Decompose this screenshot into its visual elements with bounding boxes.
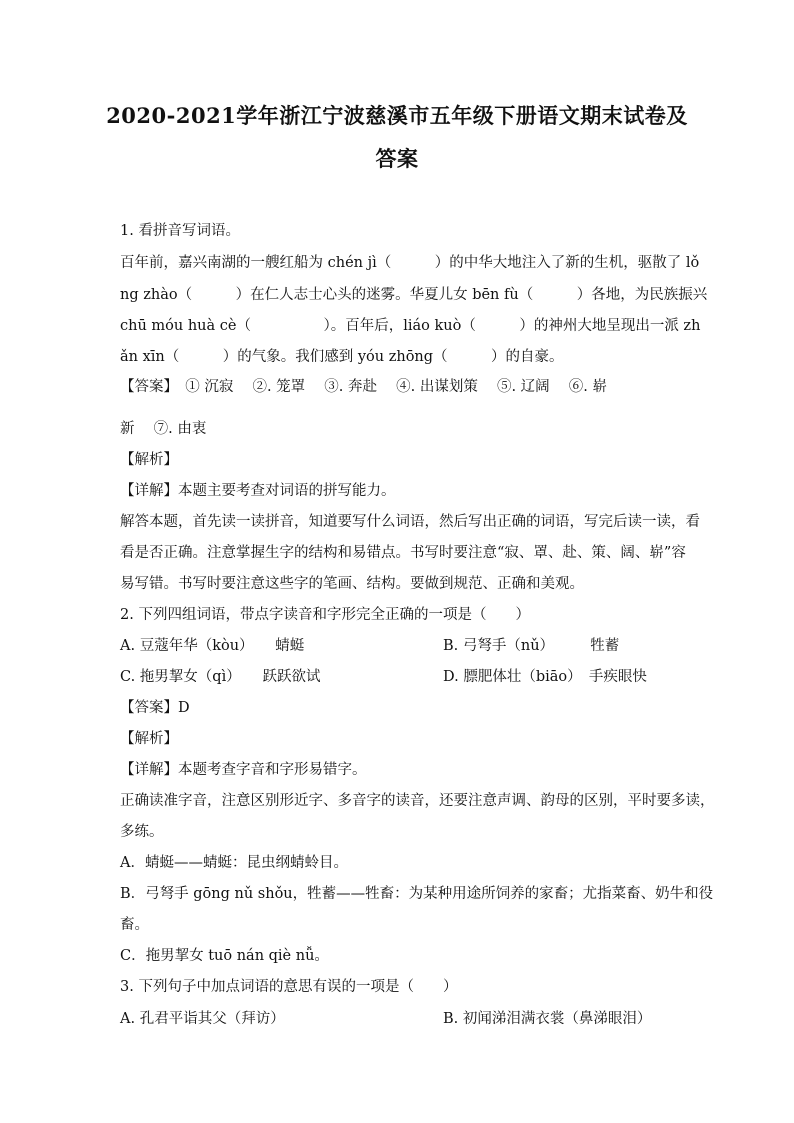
q1-paragraph-line2: ng zhào（ ）在仁人志士心头的迷雾。华夏儿女 bēn fù（ ）各地，为民族振兴 — [120, 287, 708, 303]
q1-paragraph-line4: ǎn xīn（ ）的气象。我们感到 yóu zhōng（ ）的自豪。 — [120, 349, 564, 365]
q1-paragraph-line1: 百年前，嘉兴南湖的一艘红船为 chén jì（ ）的中华大地注入了新的生机，驱散了 lǒ — [120, 255, 700, 271]
q1-explanation-line3: 易写错。书写时要注意这些字的笔画、结构。要做到规范、正确和美观。 — [120, 576, 584, 592]
q1-explanation-line2: 看是否正确。注意掌握生字的结构和易错点。书写时要注意“寂、罩、赴、策、阔、崭”容 — [120, 545, 686, 561]
q2-stem: 2. 下列四组词语，带点字读音和字形完全正确的一项是（ ） — [120, 607, 530, 623]
q2-option-c: C. 拖男挈女（qì） 跃跃欲试 — [120, 669, 321, 685]
q2-analysis-heading: 【解析】 — [120, 731, 178, 747]
q2-option-b: B. 弓弩手（nǔ） 牲蓄 — [443, 638, 620, 654]
q2-analysis-c: C．拖男挈女 tuō nán qiè nǚ。 — [120, 948, 329, 964]
q1-answer-line2: 新 ⑦. 由衷 — [120, 421, 207, 437]
q1-answer-line1: 【答案】 ① 沉寂 ②. 笼罩 ③. 奔赴 ④. 出谋划策 ⑤. 辽阔 ⑥. 崭 — [120, 379, 607, 395]
document-title-line2: 答案 — [375, 146, 419, 171]
q2-detail: 【详解】本题考查字音和字形易错字。 — [120, 762, 367, 778]
q2-analysis-a: A．蜻蜓——蜻蜓：昆虫纲蜻蛉目。 — [120, 855, 348, 871]
q2-option-d: D. 膘肥体壮（biāo） 手疾眼快 — [443, 669, 647, 685]
q2-explanation-line2: 多练。 — [120, 824, 164, 840]
q1-paragraph-line3: chū móu huà cè（ ）。百年后，liáo kuò（ ）的神州大地呈现出一派 zh — [120, 318, 701, 334]
q2-explanation-line1: 正确读准字音，注意区别形近字、多音字的读音，还要注意声调、韵母的区别，平时要多读， — [120, 793, 715, 809]
q3-option-b: B. 初闻涕泪满衣裳（鼻涕眼泪） — [443, 1011, 652, 1027]
q3-option-a: A. 孔君平诣其父（拜访） — [120, 1011, 285, 1027]
q1-stem: 1. 看拼音写词语。 — [120, 223, 240, 239]
q2-analysis-b-line1: B．弓弩手 gōng nǔ shǒu，牲蓄——牲畜：为某种用途所饲养的家畜；尤指菜畜、奶牛和役 — [120, 886, 714, 902]
document-title-line1: 2020-2021学年浙江宁波慈溪市五年级下册语文期末试卷及 — [106, 103, 688, 128]
q2-answer: 【答案】D — [120, 700, 190, 716]
q1-detail: 【详解】本题主要考查对词语的拼写能力。 — [120, 483, 396, 499]
q3-stem: 3. 下列句子中加点词语的意思有误的一项是（ ） — [120, 979, 458, 995]
q1-explanation-line1: 解答本题，首先读一读拼音，知道要写什么词语，然后写出正确的词语，写完后读一读，看 — [120, 514, 700, 530]
q2-option-a: A. 豆蔻年华（kòu） 蜻蜓 — [120, 638, 305, 654]
q2-analysis-b-line2: 畜。 — [120, 917, 149, 933]
q1-analysis-heading: 【解析】 — [120, 452, 178, 468]
